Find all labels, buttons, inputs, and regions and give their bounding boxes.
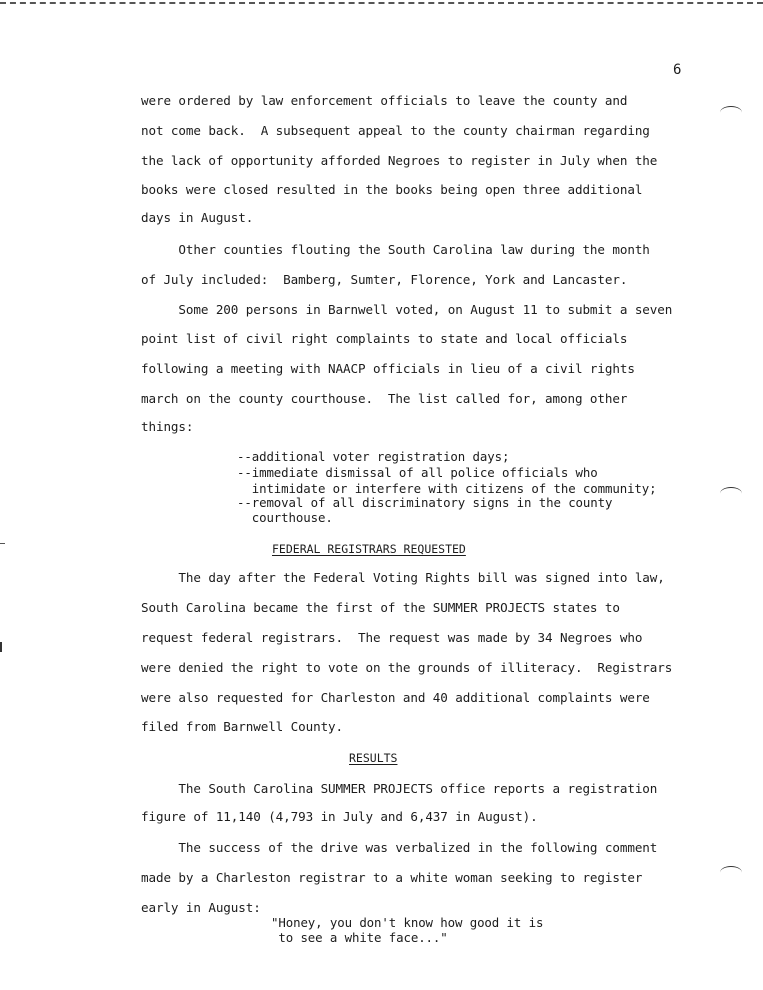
page-top-edge bbox=[0, 2, 763, 4]
quote-line-1: "Honey, you don't know how good it is bbox=[271, 915, 544, 930]
paragraph-4-line-1: The day after the Federal Voting Rights bill was signed into law, bbox=[141, 570, 665, 585]
paragraph-4-line-4: were denied the right to vote on the grounds of illiteracy. Registrars bbox=[141, 660, 673, 675]
paragraph-6-line-1: The success of the drive was verbalized in the following comment bbox=[141, 840, 658, 855]
paragraph-4-line-6: filed from Barnwell County. bbox=[141, 719, 344, 734]
complaint-item-1: --additional voter registration days; bbox=[237, 449, 510, 464]
section-heading-results: RESULTS bbox=[349, 751, 398, 765]
left-margin-bar bbox=[0, 642, 2, 652]
paragraph-2-line-1: Other counties flouting the South Carolina law during the month bbox=[141, 242, 650, 257]
punch-hole-mark-middle bbox=[720, 487, 742, 500]
section-heading-federal-registrars: FEDERAL REGISTRARS REQUESTED bbox=[272, 542, 466, 556]
paragraph-2-line-2: of July included: Bamberg, Sumter, Florence, York and Lancaster. bbox=[141, 272, 628, 287]
paragraph-4-line-5: were also requested for Charleston and 40 additional complaints were bbox=[141, 690, 650, 705]
paragraph-1-line-3: the lack of opportunity afforded Negroes to register in July when the bbox=[141, 153, 658, 168]
complaint-item-3: --removal of all discriminatory signs in the county bbox=[237, 495, 613, 510]
paragraph-1-line-4: books were closed resulted in the books being open three additional bbox=[141, 182, 643, 197]
punch-hole-mark-top bbox=[720, 106, 742, 119]
paragraph-1-line-5: days in August. bbox=[141, 210, 254, 225]
complaint-item-3-continued: courthouse. bbox=[237, 510, 333, 525]
paragraph-6-line-3: early in August: bbox=[141, 900, 261, 915]
paragraph-3-line-3: following a meeting with NAACP officials in lieu of a civil rights bbox=[141, 361, 635, 376]
paragraph-6-line-2: made by a Charleston registrar to a white woman seeking to register bbox=[141, 870, 643, 885]
paragraph-3-line-4: march on the county courthouse. The list called for, among other bbox=[141, 391, 628, 406]
paragraph-1-line-1: were ordered by law enforcement officials to leave the county and bbox=[141, 93, 628, 108]
paragraph-5-line-1: The South Carolina SUMMER PROJECTS office reports a registration bbox=[141, 781, 658, 796]
complaint-item-2: --immediate dismissal of all police officials who bbox=[237, 465, 598, 480]
paragraph-4-line-3: request federal registrars. The request was made by 34 Negroes who bbox=[141, 630, 643, 645]
paragraph-3-line-5: things: bbox=[141, 419, 194, 434]
quote-line-2: to see a white face..." bbox=[271, 930, 448, 945]
paragraph-1-line-2: not come back. A subsequent appeal to the county chairman regarding bbox=[141, 123, 650, 138]
complaint-item-2-continued: intimidate or interfere with citizens of the community; bbox=[237, 481, 657, 496]
paragraph-3-line-1: Some 200 persons in Barnwell voted, on August 11 to submit a seven bbox=[141, 302, 673, 317]
paragraph-5-line-2: figure of 11,140 (4,793 in July and 6,437 in August). bbox=[141, 809, 538, 824]
punch-hole-mark-bottom bbox=[720, 866, 742, 879]
left-margin-tick bbox=[0, 543, 5, 544]
page-number: 6 bbox=[673, 62, 682, 78]
paragraph-3-line-2: point list of civil right complaints to state and local officials bbox=[141, 331, 628, 346]
paragraph-4-line-2: South Carolina became the first of the SUMMER PROJECTS states to bbox=[141, 600, 620, 615]
